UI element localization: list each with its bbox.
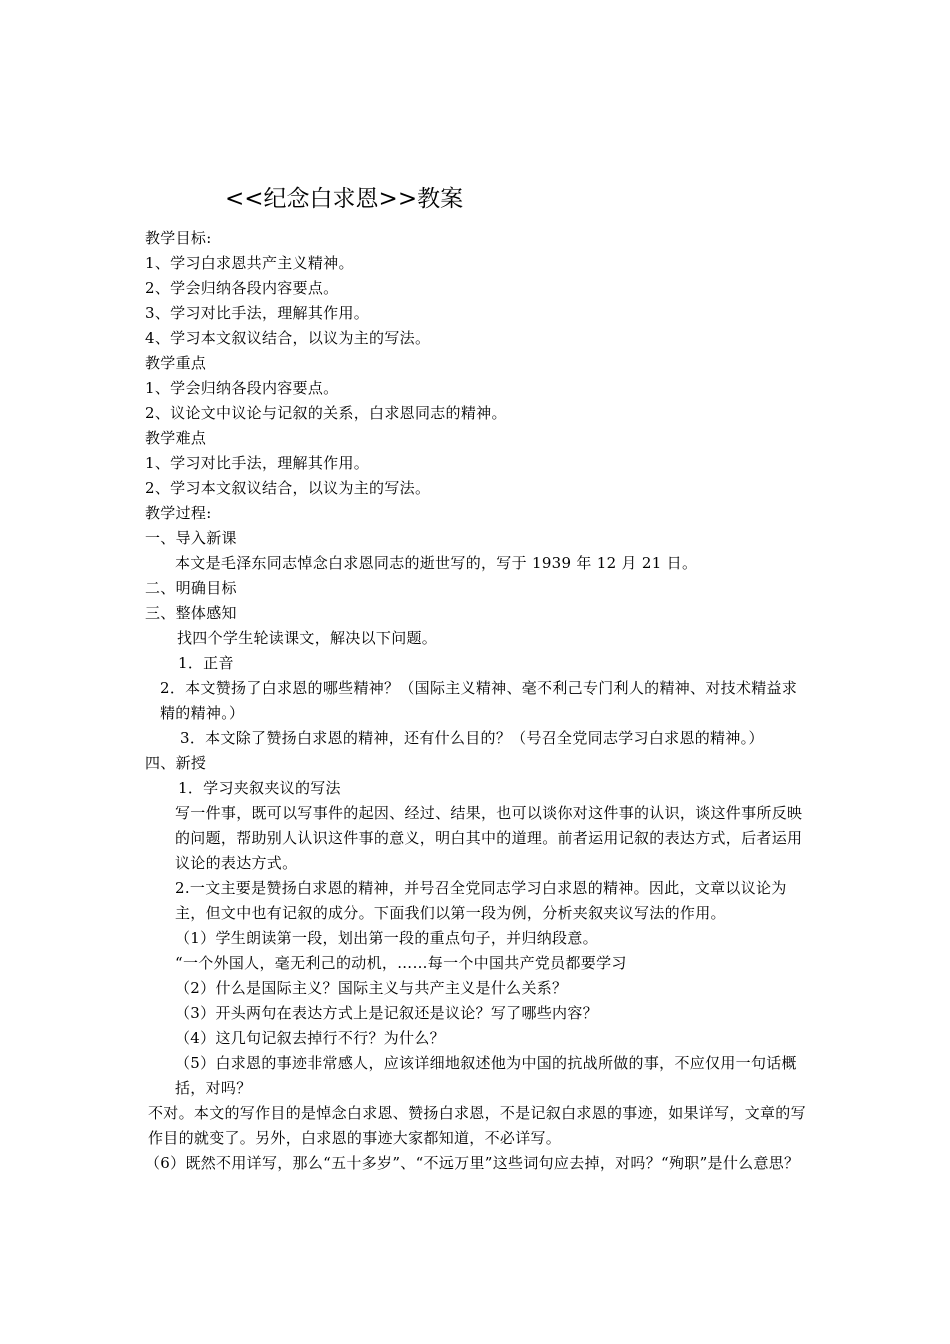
subsection-heading: 一、导入新课	[145, 529, 237, 547]
question-item: （1）学生朗读第一段，划出第一段的重点句子，并归纳段意。	[175, 929, 598, 947]
list-item: 3、学习对比手法，理解其作用。	[145, 304, 370, 322]
subsection-heading: 二、明确目标	[145, 579, 237, 597]
list-item: 1、学习白求恩共产主义精神。	[145, 254, 354, 272]
list-item: 1、学习对比手法，理解其作用。	[145, 454, 370, 472]
question-item: （2）什么是国际主义？国际主义与共产主义是什么关系？	[175, 979, 568, 997]
question-item: （3）开头两句在表达方式上是记叙还是议论？写了哪些内容？	[175, 1004, 598, 1022]
paragraph: 写一件事，既可以写事件的起因、经过、结果，也可以谈你对这件事的认识，谈这件事所反映的问题，帮助别人认识这件事的意义，明白其中的道理。前者运用记叙的表达方式，后者运用议论的表达方式。	[175, 804, 803, 872]
list-item: 2、学会归纳各段内容要点。	[145, 279, 339, 297]
list-item: 3．本文除了赞扬白求恩的精神，还有什么目的？（号召全党同志学习白求恩的精神。）	[180, 729, 764, 747]
answer-paragraph: 不对。本文的写作目的是悼念白求恩、赞扬白求恩，不是记叙白求恩的事迹，如果详写，文章的写作目的就变了。另外，白求恩的事迹大家都知道，不必详写。	[148, 1104, 806, 1147]
list-item: 1．学习夹叙夹议的写法	[178, 779, 341, 797]
document-title: <<纪念白求恩>>教案	[225, 186, 464, 212]
section-heading-key-points: 教学重点	[145, 354, 207, 372]
list-item: 1．正音	[178, 654, 234, 672]
document-body	[145, 226, 807, 1176]
list-item: 2、学习本文叙议结合，以议为主的写法。	[145, 479, 431, 497]
question-item: （5）白求恩的事迹非常感人，应该详细地叙述他为中国的抗战所做的事，不应仅用一句话概括，对吗？	[175, 1054, 797, 1097]
section-heading-process: 教学过程:	[145, 504, 212, 522]
paragraph: 2.一文主要是赞扬白求恩的精神，并号召全党同志学习白求恩的精神。因此，文章以议论为主，但文中也有记叙的成分。下面我们以第一段为例，分析夹叙夹议写法的作用。	[175, 879, 787, 922]
subsection-heading: 四、新授	[145, 754, 207, 772]
question-item: （6）既然不用详写，那么“五十多岁”、“不远万里”这些词句应去掉，对吗？“殉职”是什么意思？	[145, 1154, 800, 1172]
paragraph: 本文是毛泽东同志悼念白求恩同志的逝世写的，写于 1939 年 12 月 21 日。	[175, 554, 698, 572]
section-heading-objectives: 教学目标:	[145, 229, 212, 247]
list-item: 2、议论文中议论与记叙的关系，白求恩同志的精神。	[145, 404, 507, 422]
subsection-heading: 三、整体感知	[145, 604, 237, 622]
quote-line: “一个外国人，毫无利己的动机，……每一个中国共产党员都要学习	[175, 954, 627, 972]
list-item: 1、学会归纳各段内容要点。	[145, 379, 339, 397]
paragraph: 找四个学生轮读课文，解决以下问题。	[177, 629, 438, 647]
list-item: 2．本文赞扬了白求恩的哪些精神？（国际主义精神、毫不利己专门利人的精神、对技术精益求精的精神。）	[160, 679, 798, 722]
section-heading-difficulties: 教学难点	[145, 429, 207, 447]
question-item: （4）这几句记叙去掉行不行？为什么？	[175, 1029, 445, 1047]
list-item: 4、学习本文叙议结合，以议为主的写法。	[145, 329, 431, 347]
